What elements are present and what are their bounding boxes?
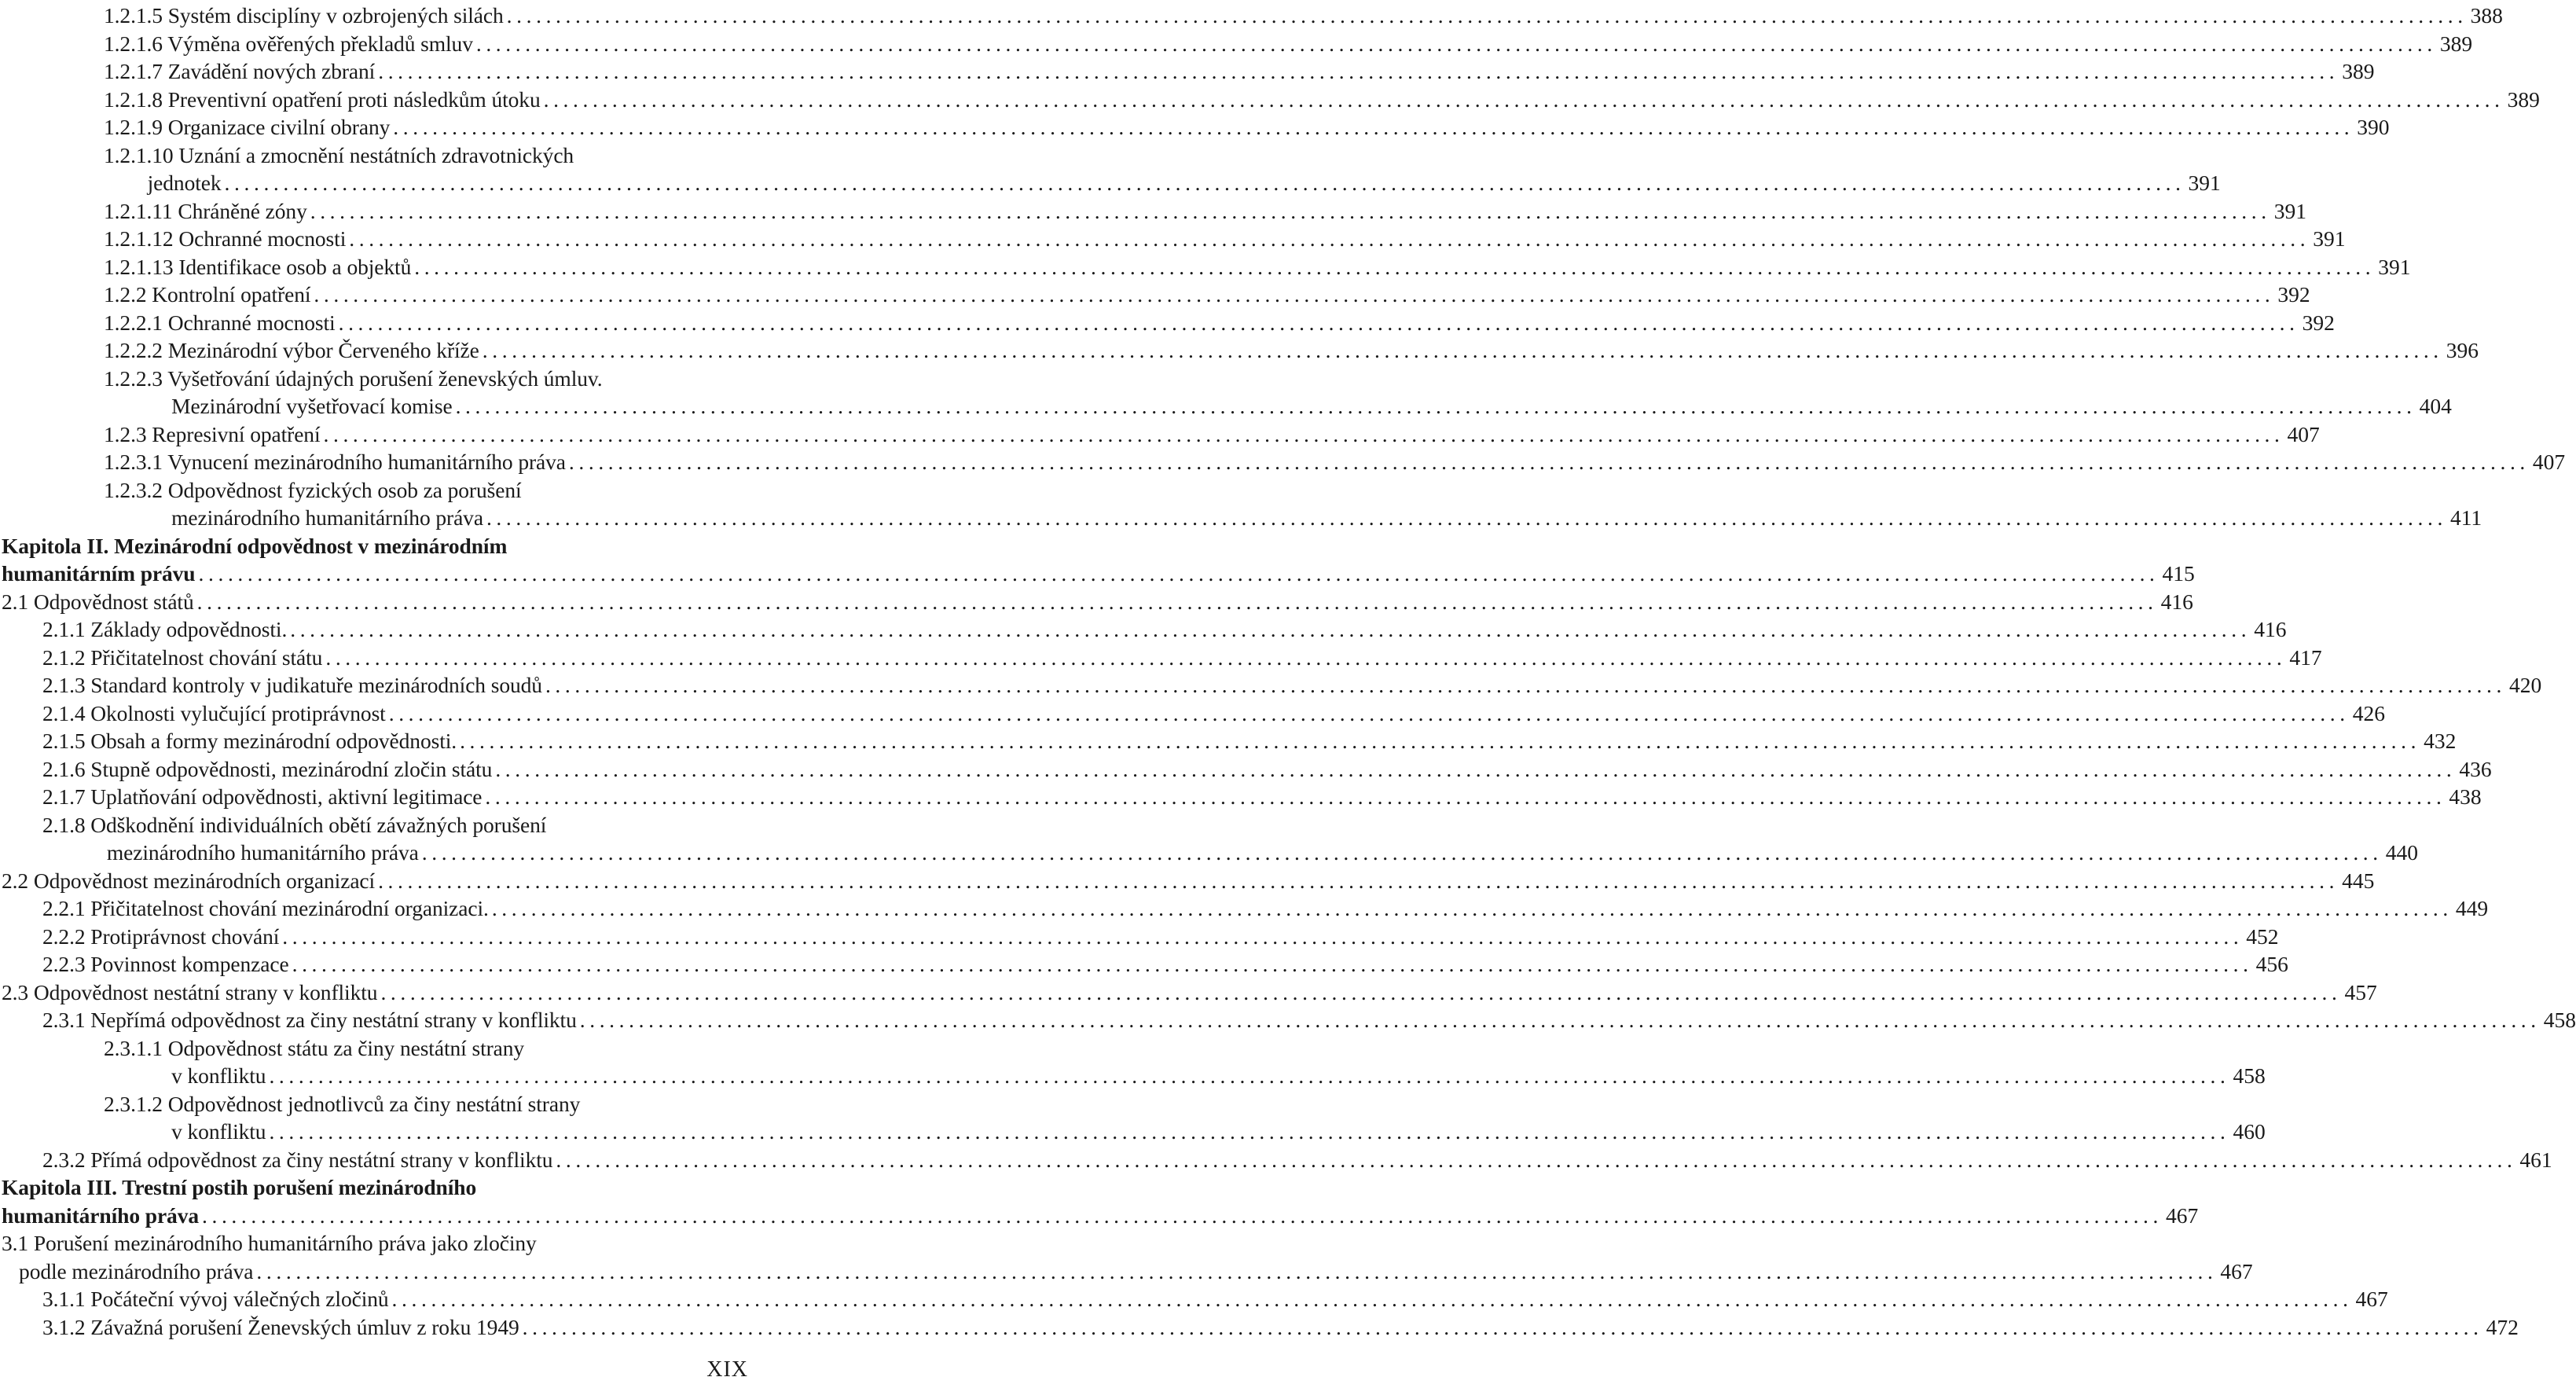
toc-entry [2, 113, 2390, 141]
toc-entry [2, 783, 2482, 811]
toc-entry-title-line: 2.3.1.1 Odpovědnost státu za činy nestátní strany [104, 1035, 525, 1060]
toc-entry-line [104, 113, 2390, 141]
toc-entry [2, 1313, 2519, 1342]
toc-entry-title-line: 2.3.1.2 Odpovědnost jednotlivců za činy nestátní strany [104, 1091, 581, 1116]
toc-entry [2, 281, 2310, 309]
toc-entry-title: 2.3.1 Nepřímá odpovědnost za činy nestátní strany v konfliktu [42, 1008, 577, 1032]
toc-entry-line [2, 560, 2195, 588]
toc-entry-title: humanitárním právu [2, 561, 196, 586]
toc-entry [2, 979, 2377, 1007]
toc-entry [2, 365, 2452, 420]
toc-entry-page: 458 [2543, 1008, 2576, 1032]
dot-leader: ........................................................................................................................................................................................................ [314, 282, 2275, 307]
toc-entry-title: 2.2.1 Přičitatelnost chování mezinárodní organizaci. [42, 896, 489, 920]
toc-entry-line [42, 894, 2489, 923]
dot-leader: ........................................................................................................................................................................................................ [460, 729, 2421, 753]
toc-entry-title: 1.2.1.12 Ochranné mocnosti [104, 226, 347, 251]
toc-entry-title: 2.2.3 Povinnost kompenzace [42, 952, 289, 976]
toc-entry-line [104, 86, 2540, 114]
toc-entry-line [2, 588, 2193, 616]
toc-entry-page: 432 [2424, 729, 2457, 753]
toc-entry-title: podle mezinárodního práva [19, 1258, 254, 1283]
dot-leader: ........................................................................................................................................................................................................ [292, 952, 2253, 976]
dot-leader: ........................................................................................................................................................................................................ [323, 421, 2284, 446]
toc-entry-page: 445 [2342, 868, 2375, 893]
table-of-contents [2, 2, 2576, 1341]
toc-entry-line [104, 281, 2310, 309]
toc-entry-page: 438 [2449, 784, 2482, 809]
toc-entry-line [104, 169, 2221, 197]
toc-entry-title: humanitárního práva [2, 1203, 199, 1228]
toc-entry-title-line: 1.2.3.2 Odpovědnost fyzických osob za porušení [104, 477, 522, 502]
toc-entry-title: 2.1 Odpovědnost států [2, 589, 194, 614]
toc-entry-title: 2.3 Odpovědnost nestátní strany v konfliktu [2, 979, 378, 1004]
toc-entry-page: 416 [2160, 589, 2193, 614]
toc-entry-line [104, 309, 2335, 337]
toc-entry-page: 467 [2166, 1203, 2199, 1228]
toc-entry-page: 411 [2449, 505, 2482, 530]
toc-entry-line [42, 727, 2457, 755]
toc-entry-page: 416 [2254, 617, 2287, 641]
toc-entry [2, 867, 2375, 895]
toc-entry-line [104, 197, 2306, 226]
toc-entry-page: 460 [2233, 1119, 2266, 1144]
toc-entry-line [104, 2, 2503, 30]
dot-leader: ........................................................................................................................................................................................................ [378, 868, 2339, 893]
toc-entry-title: 3.1.1 Počáteční vývoj válečných zločinů [42, 1287, 389, 1311]
toc-entry-title: 2.1.5 Obsah a formy mezinárodní odpovědnosti. [42, 729, 457, 753]
toc-entry-page: 391 [2378, 254, 2411, 279]
toc-entry [2, 644, 2322, 672]
dot-leader: ........................................................................................................................................................................................................ [338, 310, 2299, 335]
toc-entry-title-line: 3.1 Porušení mezinárodního humanitárního práva jako zločiny [2, 1231, 537, 1255]
toc-entry-line [42, 1146, 2552, 1174]
dot-leader: ........................................................................................................................................................................................................ [388, 700, 2350, 725]
toc-entry [2, 1090, 2266, 1146]
dot-leader: ........................................................................................................................................................................................................ [349, 226, 2310, 251]
toc-entry-page: 449 [2455, 896, 2489, 920]
toc-entry-title: v konfliktu [171, 1119, 266, 1144]
toc-entry [2, 336, 2479, 365]
toc-entry-page: 391 [2188, 171, 2221, 195]
toc-entry [2, 950, 2288, 979]
toc-entry-page: 426 [2352, 700, 2385, 725]
toc-entry-title: v konfliktu [171, 1063, 266, 1088]
toc-entry-line [42, 783, 2482, 811]
toc-entry-page: 390 [2357, 115, 2390, 139]
toc-entry-page: 458 [2233, 1063, 2266, 1088]
toc-entry-line [42, 755, 2492, 784]
toc-entry-line [104, 253, 2411, 281]
dot-leader: ........................................................................................................................................................................................................ [556, 1147, 2517, 1172]
toc-entry-line [42, 1313, 2519, 1342]
toc-entry-title: Mezinárodní vyšetřovací komise [171, 394, 453, 418]
dot-leader: ........................................................................................................................................................................................................ [269, 1119, 2230, 1144]
toc-entry-line [2, 1202, 2199, 1230]
toc-entry [2, 727, 2457, 755]
toc-entry-title-line: 2.1.8 Odškodnění individuálních obětí závažných porušení [42, 812, 547, 837]
toc-entry [2, 1006, 2576, 1034]
toc-entry-page: 415 [2162, 561, 2195, 586]
toc-entry-page: 417 [2289, 644, 2322, 670]
toc-entry-title: 3.1.2 Závažná porušení Ženevských úmluv z roku 1949 [42, 1314, 519, 1339]
toc-entry-line [42, 950, 2288, 979]
toc-entry-page: 457 [2344, 979, 2377, 1004]
toc-entry-title: 1.2.1.9 Organizace civilní obrany [104, 115, 391, 139]
dot-leader: ........................................................................................................................................................................................................ [506, 3, 2468, 28]
dot-leader: ........................................................................................................................................................................................................ [486, 505, 2447, 530]
toc-entry-title: 2.3.2 Přímá odpovědnost za činy nestátní strany v konfliktu [42, 1147, 553, 1172]
toc-entry-title-line: 1.2.1.10 Uznání a zmocnění nestátních zdravotnických [104, 142, 574, 167]
toc-entry [2, 141, 2221, 197]
toc-entry-line [42, 839, 2418, 867]
toc-entry-line [104, 392, 2452, 420]
toc-entry [2, 197, 2306, 226]
dot-leader: ........................................................................................................................................................................................................ [568, 450, 2530, 474]
dot-leader: ........................................................................................................................................................................................................ [391, 1287, 2353, 1311]
toc-entry-title: 1.2.1.7 Zavádění nových zbraní [104, 59, 376, 83]
toc-entry-line [104, 57, 2375, 86]
dot-leader: ........................................................................................................................................................................................................ [310, 198, 2271, 223]
toc-entry [2, 1034, 2266, 1090]
toc-entry-page: 456 [2255, 952, 2288, 976]
dot-leader: ........................................................................................................................................................................................................ [495, 756, 2457, 781]
toc-entry-line [42, 644, 2322, 672]
toc-entry-title: 2.1.4 Okolnosti vylučující protiprávnost [42, 700, 386, 725]
toc-entry-page: 472 [2486, 1314, 2519, 1339]
toc-entry-title: 2.2.2 Protiprávnost chování [42, 923, 280, 949]
dot-leader: ........................................................................................................................................................................................................ [256, 1258, 2218, 1283]
toc-entry-page: 391 [2273, 198, 2306, 223]
toc-entry-title-line: 1.2.2.3 Vyšetřování údajných porušení ženevských úmluv. [104, 365, 603, 391]
toc-entry [2, 1285, 2388, 1313]
toc-entry-line [42, 1006, 2576, 1034]
toc-entry [2, 57, 2375, 86]
toc-entry-page: 467 [2355, 1287, 2388, 1311]
toc-entry [2, 86, 2540, 114]
toc-entry-page: 392 [2302, 310, 2335, 335]
toc-entry-title: 1.2.1.5 Systém disciplíny v ozbrojených silách [104, 3, 504, 28]
dot-leader: ........................................................................................................................................................................................................ [545, 673, 2506, 697]
toc-entry-title: 1.2.1.11 Chráněné zóny [104, 198, 307, 223]
page-number: XIX [706, 1357, 748, 1382]
toc-entry-title: 2.1.2 Přičitatelnost chování státu [42, 644, 323, 670]
toc-entry-line [104, 504, 2482, 532]
toc-entry-title: 1.2.2.2 Mezinárodní výbor Červeného kříže [104, 338, 479, 362]
toc-entry [2, 671, 2542, 700]
dot-leader: ........................................................................................................................................................................................................ [196, 589, 2158, 614]
toc-entry-page: 436 [2459, 756, 2492, 781]
toc-entry [2, 1146, 2552, 1174]
toc-entry [2, 894, 2489, 923]
toc-entry-page: 389 [2342, 59, 2375, 83]
toc-entry-page: 407 [2532, 450, 2566, 474]
toc-entry-page: 467 [2220, 1258, 2253, 1283]
toc-entry-page: 392 [2277, 282, 2310, 307]
toc-entry-title: 2.1.6 Stupně odpovědnosti, mezinárodní zločin státu [42, 756, 493, 781]
toc-entry [2, 30, 2473, 58]
toc-entry [2, 588, 2193, 616]
dot-leader: ........................................................................................................................................................................................................ [491, 896, 2453, 920]
toc-entry-title: 2.1.7 Uplatňování odpovědnosti, aktivní legitimace [42, 784, 483, 809]
dot-leader: ........................................................................................................................................................................................................ [269, 1063, 2230, 1088]
toc-entry [2, 2, 2503, 30]
toc-entry-line [104, 225, 2346, 253]
dot-leader: ........................................................................................................................................................................................................ [482, 338, 2443, 362]
toc-entry [2, 923, 2279, 951]
toc-entry [2, 309, 2335, 337]
toc-entry [2, 476, 2482, 532]
toc-entry-title: 1.2.2.1 Ochranné mocnosti [104, 310, 336, 335]
toc-entry [2, 811, 2418, 867]
toc-entry-line [42, 1285, 2388, 1313]
dot-leader: ........................................................................................................................................................................................................ [290, 617, 2251, 641]
toc-entry-line [2, 979, 2377, 1007]
dot-leader: ........................................................................................................................................................................................................ [421, 840, 2383, 865]
toc-entry-page: 389 [2507, 86, 2540, 112]
dot-leader: ........................................................................................................................................................................................................ [579, 1008, 2541, 1032]
toc-entry-title: 1.2.1.6 Výměna ověřených překladů smluv [104, 31, 473, 56]
toc-entry-page: 404 [2419, 394, 2452, 418]
dot-leader: ........................................................................................................................................................................................................ [224, 171, 2185, 195]
dot-leader: ........................................................................................................................................................................................................ [393, 115, 2354, 139]
toc-entry-line [42, 700, 2385, 728]
dot-leader: ........................................................................................................................................................................................................ [455, 394, 2416, 418]
toc-entry [2, 755, 2492, 784]
toc-entry-title-line: Kapitola II. Mezinárodní odpovědnost v mezinárodním [2, 533, 508, 558]
toc-entry-line [104, 30, 2473, 58]
toc-entry-line [104, 1118, 2266, 1146]
dot-leader: ........................................................................................................................................................................................................ [378, 59, 2339, 83]
toc-entry [2, 448, 2566, 476]
toc-entry-title-line: Kapitola III. Trestní postih porušení mezinárodního [2, 1175, 477, 1199]
toc-entry [2, 420, 2320, 449]
toc-entry-title: 1.2.2 Kontrolní opatření [104, 282, 311, 307]
toc-entry-title: mezinárodního humanitárního práva [171, 505, 483, 530]
toc-entry-page: 440 [2385, 840, 2418, 865]
toc-entry-line [104, 448, 2566, 476]
dot-leader: ........................................................................................................................................................................................................ [485, 784, 2446, 809]
dot-leader: ........................................................................................................................................................................................................ [282, 923, 2244, 949]
toc-entry-title: mezinárodního humanitárního práva [106, 840, 419, 865]
toc-entry-title: jednotek [147, 171, 222, 195]
toc-entry-page: 461 [2519, 1147, 2552, 1172]
toc-entry [2, 532, 2195, 588]
toc-entry-page: 420 [2508, 673, 2542, 697]
toc-entry-title: 2.1.3 Standard kontroly v judikatuře mezinárodních soudů [42, 673, 542, 697]
toc-entry [2, 1173, 2199, 1229]
dot-leader: ........................................................................................................................................................................................................ [325, 644, 2287, 670]
toc-entry [2, 615, 2287, 644]
toc-entry-title: 2.1.1 Základy odpovědnosti. [42, 617, 288, 641]
toc-entry-title: 1.2.3.1 Vynucení mezinárodního humanitárního práva [104, 450, 566, 474]
toc-entry-page: 391 [2313, 226, 2346, 251]
toc-entry-line [42, 923, 2279, 951]
toc-entry-line [2, 1258, 2253, 1286]
dot-leader: ........................................................................................................................................................................................................ [475, 31, 2437, 56]
toc-entry-title: 1.2.1.13 Identifikace osob a objektů [104, 254, 412, 279]
toc-entry-page: 452 [2246, 923, 2279, 949]
dot-leader: ........................................................................................................................................................................................................ [414, 254, 2376, 279]
toc-entry-line [104, 1062, 2266, 1090]
dot-leader: ........................................................................................................................................................................................................ [198, 561, 2160, 586]
dot-leader: ........................................................................................................................................................................................................ [543, 86, 2504, 112]
toc-entry [2, 253, 2411, 281]
toc-entry [2, 225, 2346, 253]
toc-entry-line [104, 420, 2320, 449]
toc-entry-page: 388 [2470, 3, 2503, 28]
dot-leader: ........................................................................................................................................................................................................ [380, 979, 2342, 1004]
toc-entry-page: 407 [2287, 421, 2320, 446]
toc-entry-line [42, 615, 2287, 644]
toc-entry-page: 389 [2439, 31, 2473, 56]
toc-entry-title: 2.2 Odpovědnost mezinárodních organizací [2, 868, 376, 893]
toc-entry-line [42, 671, 2542, 700]
toc-entry [2, 700, 2385, 728]
dot-leader: ........................................................................................................................................................................................................ [202, 1203, 2163, 1228]
dot-leader: ........................................................................................................................................................................................................ [522, 1314, 2483, 1339]
toc-entry-title: 1.2.1.8 Preventivní opatření proti následkům útoku [104, 86, 541, 112]
toc-entry-page: 396 [2446, 338, 2479, 362]
toc-entry-line [2, 867, 2375, 895]
toc-entry-title: 1.2.3 Represivní opatření [104, 421, 321, 446]
toc-entry [2, 1229, 2253, 1285]
toc-entry-line [104, 336, 2479, 365]
